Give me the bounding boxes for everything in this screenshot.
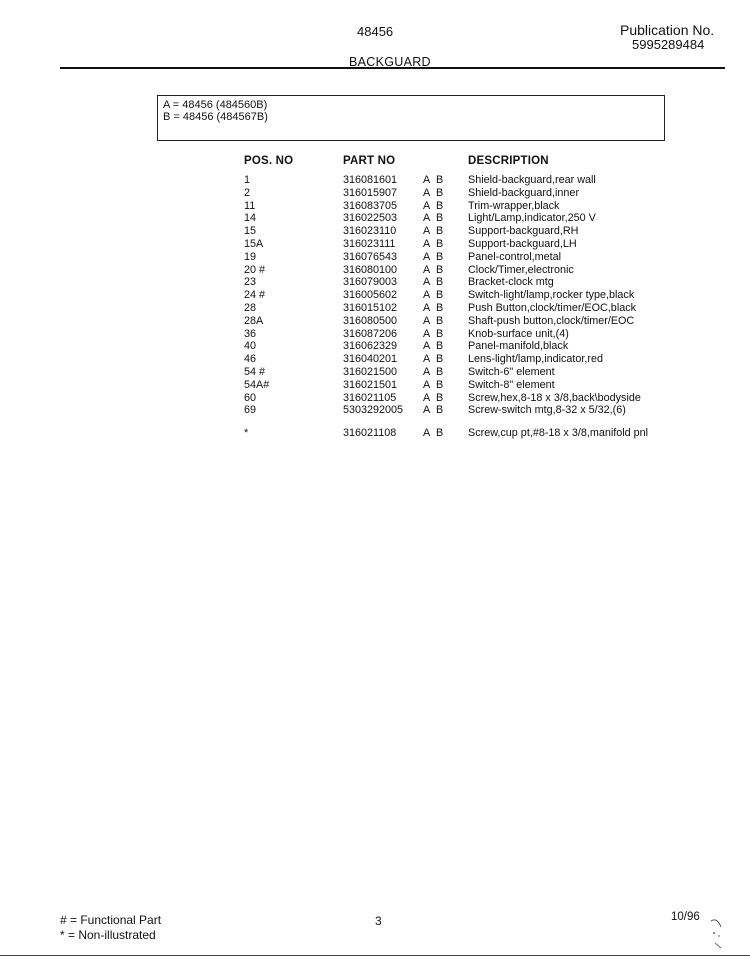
pos-cell: 23 bbox=[244, 276, 257, 289]
model-b-cell: B bbox=[436, 427, 444, 440]
table-row bbox=[0, 212, 750, 225]
table-row bbox=[0, 200, 750, 213]
model-b-cell: B bbox=[436, 404, 444, 417]
table-row bbox=[0, 379, 750, 392]
table-row bbox=[0, 404, 750, 417]
part-cell: 316080500 bbox=[343, 314, 398, 327]
model-b-cell: B bbox=[436, 199, 444, 212]
model-a-cell: A bbox=[423, 263, 431, 276]
model-b-cell: B bbox=[436, 378, 444, 391]
model-b-cell: B bbox=[436, 237, 444, 250]
description-cell: Shield-backguard,rear wall bbox=[468, 174, 596, 186]
table-row bbox=[0, 392, 750, 405]
pos-cell: 15 bbox=[244, 225, 257, 238]
description-cell: Panel-manifold,black bbox=[468, 340, 569, 353]
table-row bbox=[0, 289, 750, 302]
model-legend-box bbox=[157, 95, 665, 141]
part-cell: 316023111 bbox=[343, 237, 396, 250]
pos-cell: 54A# bbox=[244, 378, 270, 391]
model-a-cell: A bbox=[423, 289, 431, 302]
model-a-cell: A bbox=[423, 250, 431, 263]
description-cell: Push Button,clock/timer/EOC,black bbox=[468, 301, 637, 314]
parts-table bbox=[0, 174, 750, 440]
part-cell: 316023110 bbox=[343, 225, 397, 238]
pos-cell: 60 bbox=[244, 391, 257, 404]
table-row bbox=[0, 366, 750, 379]
description-cell: Knob-surface unit,(4) bbox=[468, 327, 569, 340]
model-b-cell: B bbox=[436, 391, 444, 404]
table-row bbox=[0, 315, 750, 328]
description-cell: Switch-light/lamp,rocker type,black bbox=[468, 289, 635, 302]
part-cell: 316021501 bbox=[343, 378, 398, 391]
model-number: 48456 bbox=[357, 24, 394, 39]
model-a-cell: A bbox=[423, 353, 431, 366]
model-a-cell: A bbox=[423, 378, 431, 391]
pos-cell: 1 bbox=[244, 174, 251, 186]
pos-cell: 36 bbox=[244, 327, 257, 340]
model-b-cell: B bbox=[436, 365, 444, 378]
model-a-cell: A bbox=[423, 314, 431, 327]
description-cell: Trim-wrapper,black bbox=[468, 199, 560, 212]
legend-line-b: B = 48456 (484567B) bbox=[163, 111, 268, 123]
column-header-pos: POS. NO bbox=[244, 155, 294, 167]
model-b-cell: B bbox=[436, 186, 444, 199]
model-a-cell: A bbox=[423, 301, 431, 314]
column-header-part: PART NO bbox=[343, 155, 396, 167]
publication-number: 5995289484 bbox=[632, 37, 705, 52]
pos-cell: 20 # bbox=[244, 263, 266, 276]
description-cell: Screw,hex,8-18 x 3/8,back\bodyside bbox=[468, 391, 641, 404]
model-b-cell: B bbox=[436, 301, 444, 314]
model-b-cell: B bbox=[436, 263, 444, 276]
part-cell: 316087206 bbox=[343, 327, 398, 340]
model-b-cell: B bbox=[436, 340, 444, 353]
part-cell: 5303292005 bbox=[343, 404, 404, 417]
description-cell: Switch-6" element bbox=[468, 365, 555, 378]
description-cell: Light/Lamp,indicator,250 V bbox=[468, 212, 596, 225]
section-title: BACKGUARD bbox=[349, 55, 431, 69]
model-a-cell: A bbox=[423, 174, 431, 186]
table-row bbox=[0, 238, 750, 251]
pos-cell: 40 bbox=[244, 340, 257, 353]
table-row bbox=[0, 174, 750, 187]
revision-date: 10/96 bbox=[671, 911, 700, 923]
pos-cell: 19 bbox=[244, 250, 257, 263]
pos-cell: 28A bbox=[244, 314, 264, 327]
model-b-cell: B bbox=[436, 250, 444, 263]
table-row-non-illustrated bbox=[0, 427, 750, 440]
description-cell: Support-backguard,LH bbox=[468, 237, 577, 250]
model-a-cell: A bbox=[423, 212, 431, 225]
pos-cell: 46 bbox=[244, 353, 257, 366]
table-row bbox=[0, 340, 750, 353]
model-a-cell: A bbox=[423, 427, 431, 440]
column-header-description: DESCRIPTION bbox=[468, 155, 549, 167]
description-cell: Clock/Timer,electronic bbox=[468, 263, 574, 276]
part-cell: 316062329 bbox=[343, 340, 398, 353]
pos-cell: 11 bbox=[244, 199, 256, 212]
description-cell: Shield-backguard,inner bbox=[468, 186, 580, 199]
page-number: 3 bbox=[375, 914, 382, 928]
pos-cell: * bbox=[244, 427, 249, 440]
header-divider bbox=[60, 67, 725, 69]
model-a-cell: A bbox=[423, 276, 431, 289]
table-row bbox=[0, 328, 750, 341]
part-cell: 316021500 bbox=[343, 365, 398, 378]
description-cell: Shaft-push button,clock/timer/EOC bbox=[468, 314, 635, 327]
part-cell: 316079003 bbox=[343, 276, 398, 289]
table-row bbox=[0, 276, 750, 289]
part-cell: 316015907 bbox=[343, 186, 398, 199]
pos-cell: 28 bbox=[244, 301, 257, 314]
model-b-cell: B bbox=[436, 289, 444, 302]
model-a-cell: A bbox=[423, 404, 431, 417]
pos-cell: 24 # bbox=[244, 289, 266, 302]
part-cell: 316040201 bbox=[343, 353, 398, 366]
model-a-cell: A bbox=[423, 340, 431, 353]
model-b-cell: B bbox=[436, 327, 444, 340]
description-cell: Panel-control,metal bbox=[468, 250, 562, 263]
part-cell: 316005602 bbox=[343, 289, 398, 302]
part-cell: 316076543 bbox=[343, 250, 398, 263]
part-cell: 316015102 bbox=[343, 301, 398, 314]
description-cell: Screw-switch mtg,8-32 x 5/32,(6) bbox=[468, 404, 626, 417]
description-cell: Switch-8" element bbox=[468, 378, 555, 391]
legend-line-a: A = 48456 (484560B) bbox=[163, 99, 268, 111]
model-b-cell: B bbox=[436, 353, 444, 366]
pos-cell: 14 bbox=[244, 212, 257, 225]
table-row bbox=[0, 251, 750, 264]
model-a-cell: A bbox=[423, 365, 431, 378]
model-a-cell: A bbox=[423, 199, 431, 212]
part-cell: 316083705 bbox=[343, 199, 398, 212]
part-cell: 316022503 bbox=[343, 212, 398, 225]
model-b-cell: B bbox=[436, 212, 444, 225]
model-a-cell: A bbox=[423, 237, 431, 250]
table-row bbox=[0, 353, 750, 366]
model-a-cell: A bbox=[423, 327, 431, 340]
model-b-cell: B bbox=[436, 314, 444, 327]
table-row bbox=[0, 302, 750, 315]
footer-divider bbox=[0, 955, 750, 956]
model-a-cell: A bbox=[423, 391, 431, 404]
model-b-cell: B bbox=[436, 174, 444, 186]
table-row bbox=[0, 264, 750, 277]
description-cell: Bracket-clock mtg bbox=[468, 276, 554, 289]
description-cell: Lens-light/lamp,indicator,red bbox=[468, 353, 604, 366]
pos-cell: 54 # bbox=[244, 365, 266, 378]
pos-cell: 69 bbox=[244, 404, 257, 417]
model-b-cell: B bbox=[436, 276, 444, 289]
non-illustrated-note: * = Non-illustrated bbox=[60, 928, 156, 942]
part-cell: 316021105 bbox=[343, 391, 397, 404]
part-cell: 316021108 bbox=[343, 427, 397, 440]
pos-cell: 15A bbox=[244, 237, 264, 250]
table-row bbox=[0, 187, 750, 200]
description-cell: Screw,cup pt,#8-18 x 3/8,manifold pnl bbox=[468, 427, 649, 440]
part-cell: 316081601 bbox=[343, 174, 398, 186]
description-cell: Support-backguard,RH bbox=[468, 225, 579, 238]
publication-label: Publication No. bbox=[620, 22, 715, 38]
scan-specks-decoration bbox=[705, 915, 730, 950]
functional-part-note: # = Functional Part bbox=[60, 913, 162, 927]
table-row bbox=[0, 225, 750, 238]
model-a-cell: A bbox=[423, 225, 431, 238]
pos-cell: 2 bbox=[244, 186, 251, 199]
part-cell: 316080100 bbox=[343, 263, 398, 276]
model-b-cell: B bbox=[436, 225, 444, 238]
model-a-cell: A bbox=[423, 186, 431, 199]
